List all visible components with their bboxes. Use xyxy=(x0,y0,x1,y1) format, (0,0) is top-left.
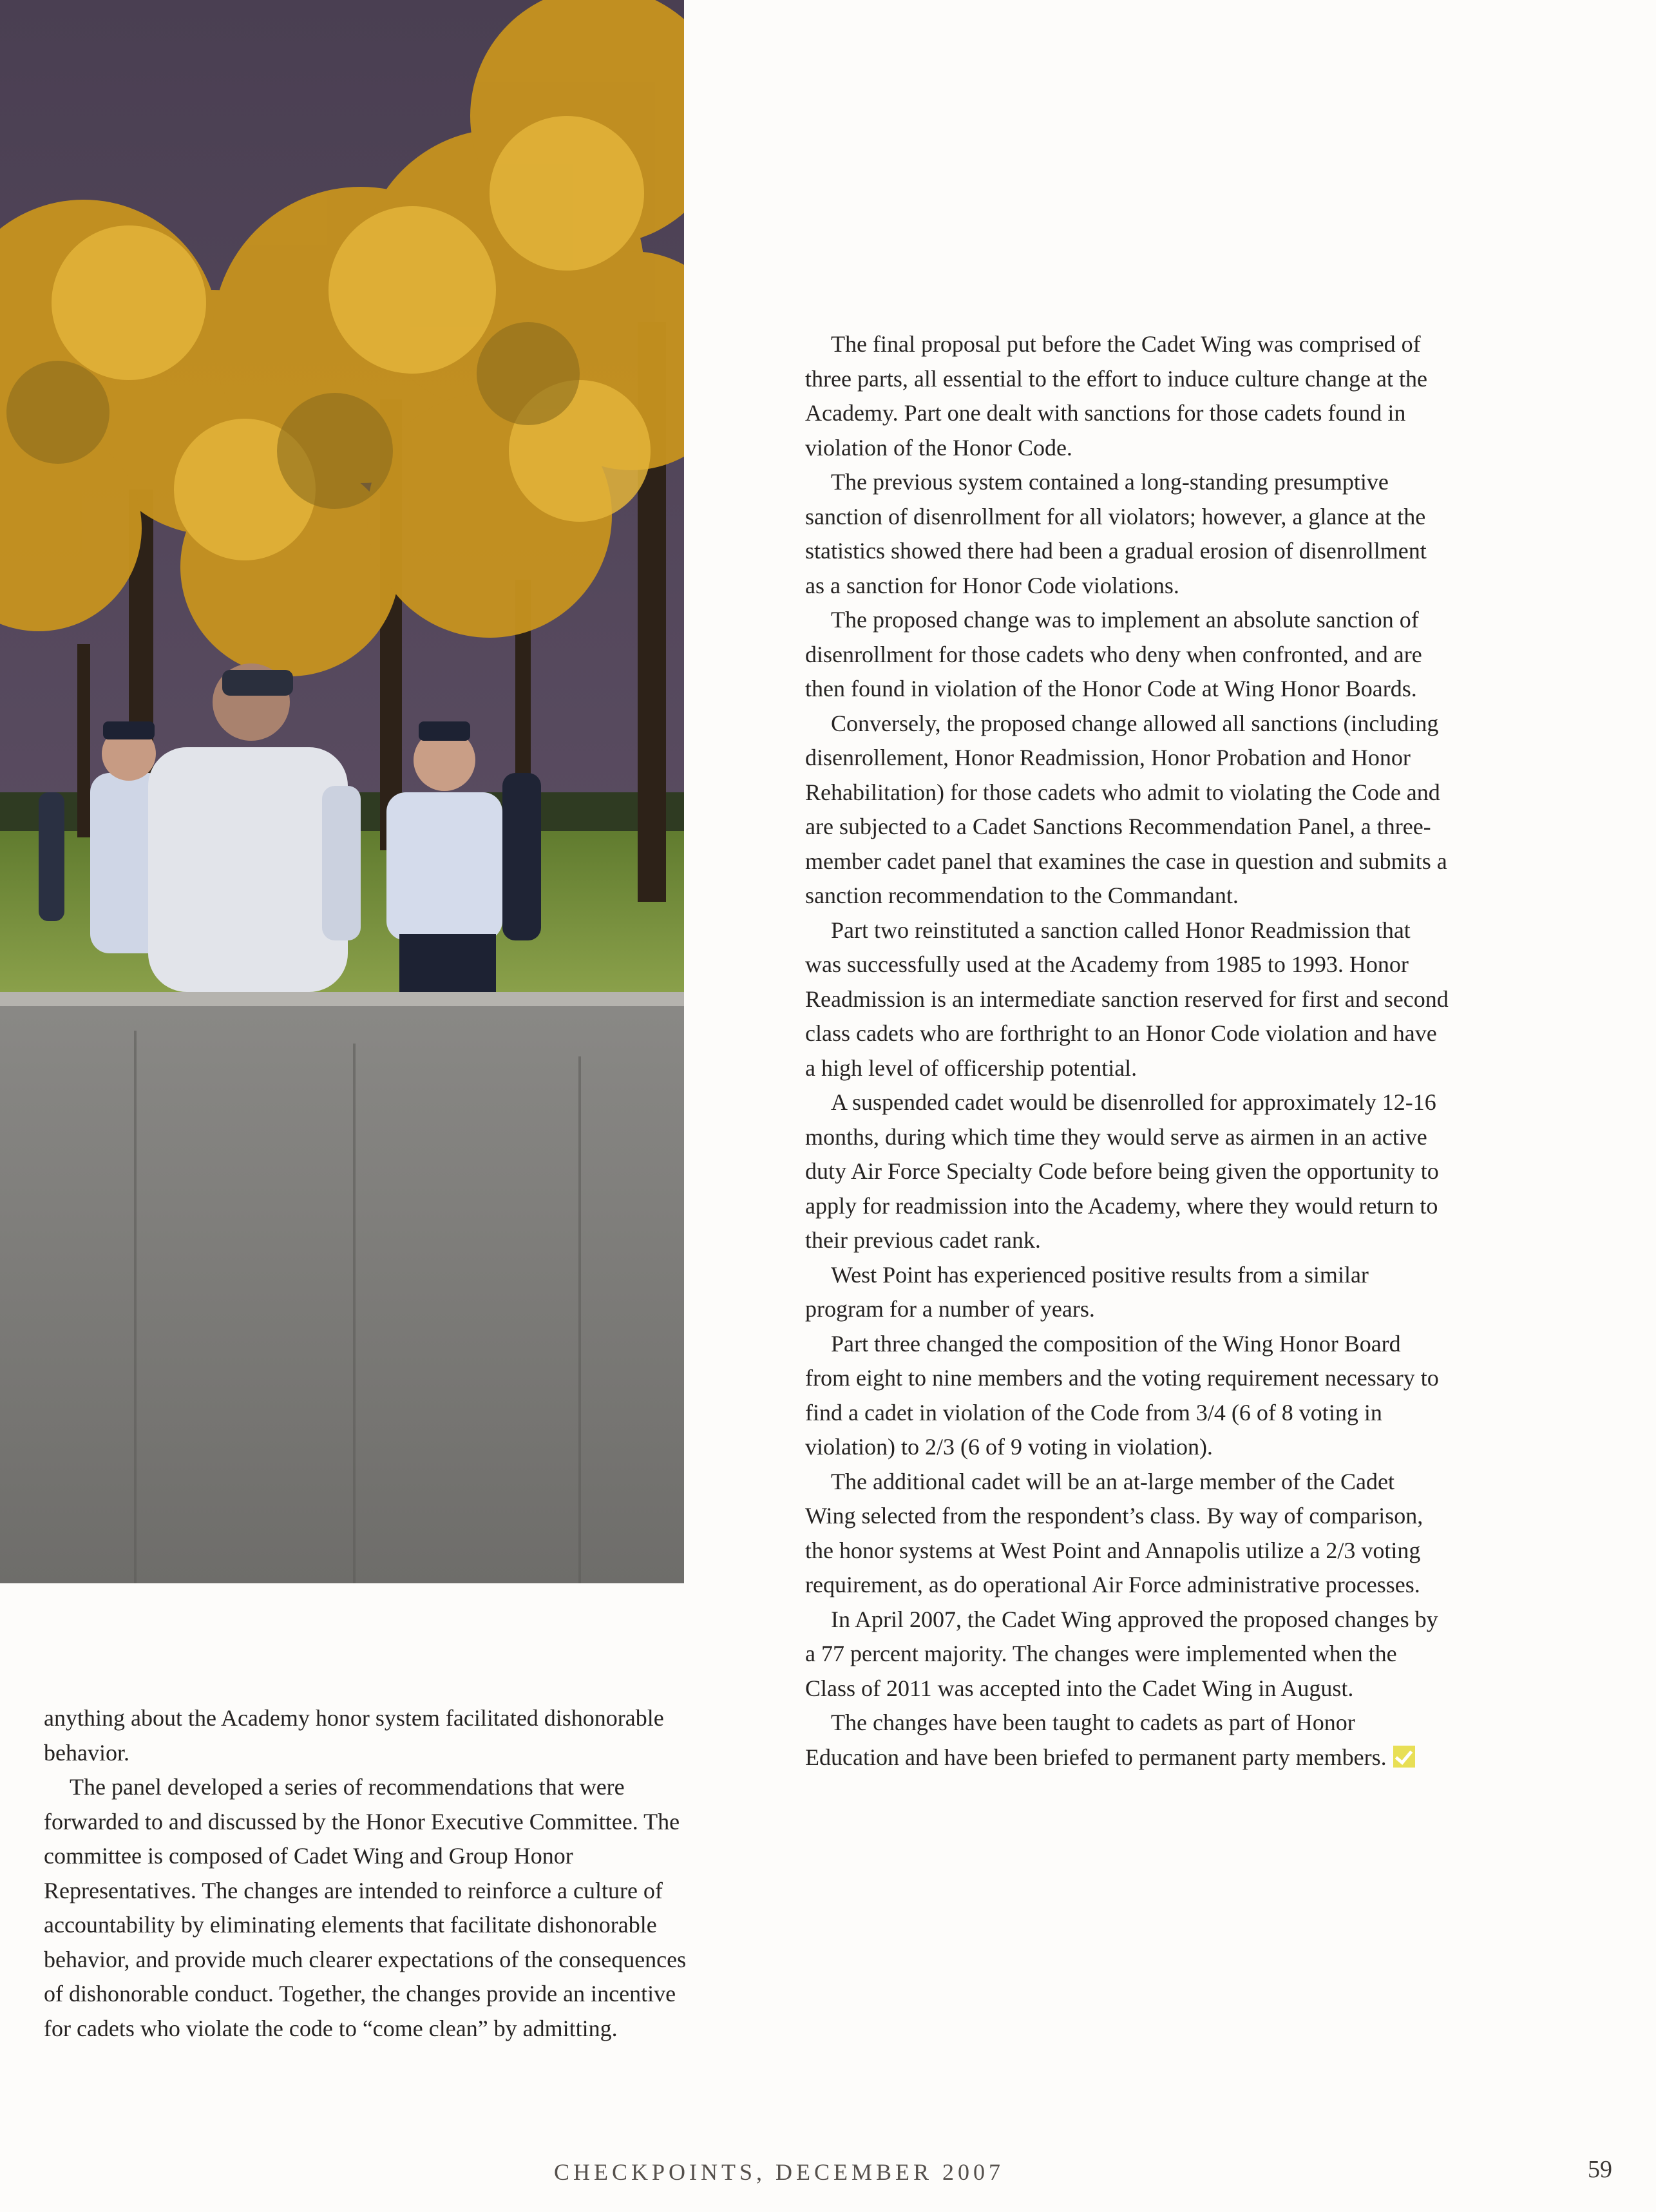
left-text-column xyxy=(44,1701,688,2046)
body-paragraph: The previous system contained a long-standing presumptive sanction of disenrollment for all violators; however, a glance at the statistics showed there had been a gradual erosion of disenrollment as a sanction for Honor Code violations. xyxy=(805,469,1427,598)
body-paragraph: Part three changed the composition of the Wing Honor Board from eight to nine members and the voting requirement necessary to find a cadet in violation of the Code from 3/4 (6 of 8 voting in violation) to 2/3 (6 of 9 voting in violation). xyxy=(805,1330,1439,1460)
final-paragraph-text: The changes have been taught to cadets as part of Honor Education and have been briefed to permanent party members. xyxy=(805,1710,1387,1770)
right-text-column xyxy=(805,327,1449,1775)
body-paragraph-final xyxy=(805,1706,1449,1775)
body-paragraph: The panel developed a series of recommendations that were forwarded to and discussed by the Honor Executive Committee. The committee is composed of Cadet Wing and Group Honor Representatives. The changes are intended to reinforce a culture of accountability by eliminating elements that facilitate dishonorable behavior, and provide much clearer expectations of the consequences of dishonorable conduct. Together, the changes provide an incentive for cadets who violate the code to “come clean” by admitting. xyxy=(44,1774,687,2041)
checkmark-end-icon xyxy=(1393,1746,1415,1768)
body-paragraph: The proposed change was to implement an absolute sanction of disenrollment for those cadets who deny when confronted, and are then found in violation of the Honor Code at Wing Honor Boards. xyxy=(805,607,1422,701)
body-paragraph: The final proposal put before the Cadet Wing was comprised of three parts, all essential to the effort to induce culture change at the Academy. Part one dealt with sanctions for those cadets found in violation of the Honor Code. xyxy=(805,331,1427,461)
body-paragraph: West Point has experienced positive results from a similar program for a number of years. xyxy=(805,1261,1369,1322)
body-paragraph: Conversely, the proposed change allowed all sanctions (including disenrollement, Honor Readmission, Honor Probation and Honor Rehabilitation) for those cadets who admit to violating the Code and are subjected to a Cadet Sanctions Recommendation Panel, a three-member cadet panel that examines the case in question and submits a sanction recommendation to the Commandant. xyxy=(805,710,1447,908)
page-number: 59 xyxy=(1588,2156,1612,2183)
cadets-photo xyxy=(0,0,684,1583)
publication-footer: CHECKPOINTS, DECEMBER 2007 xyxy=(554,2159,1005,2185)
body-paragraph: Part two reinstituted a sanction called Honor Readmission that was successfully used at the Academy from 1985 to 1993. Honor Readmission is an intermediate sanction reserved for first and second class cadets who are forthright to an Honor Code violation and have a high level of officership potential. xyxy=(805,917,1449,1081)
body-paragraph: A suspended cadet would be disenrolled for approximately 12-16 months, during which time they would serve as airmen in an active duty Air Force Specialty Code before being given the opportunity to apply for readmission into the Academy, where they would return to their previous cadet rank. xyxy=(805,1089,1439,1253)
body-paragraph: In April 2007, the Cadet Wing approved the proposed changes by a 77 percent majority. The changes were implemented when the Class of 2011 was accepted into the Cadet Wing in August. xyxy=(805,1606,1438,1701)
body-paragraph: The additional cadet will be an at-large member of the Cadet Wing selected from the respondent’s class. By way of comparison, the honor systems at West Point and Annapolis utilize a 2/3 voting requirement, as do operational Air Force administrative processes. xyxy=(805,1468,1423,1597)
body-paragraph: anything about the Academy honor system facilitated dishonorable behavior. xyxy=(44,1705,664,1766)
